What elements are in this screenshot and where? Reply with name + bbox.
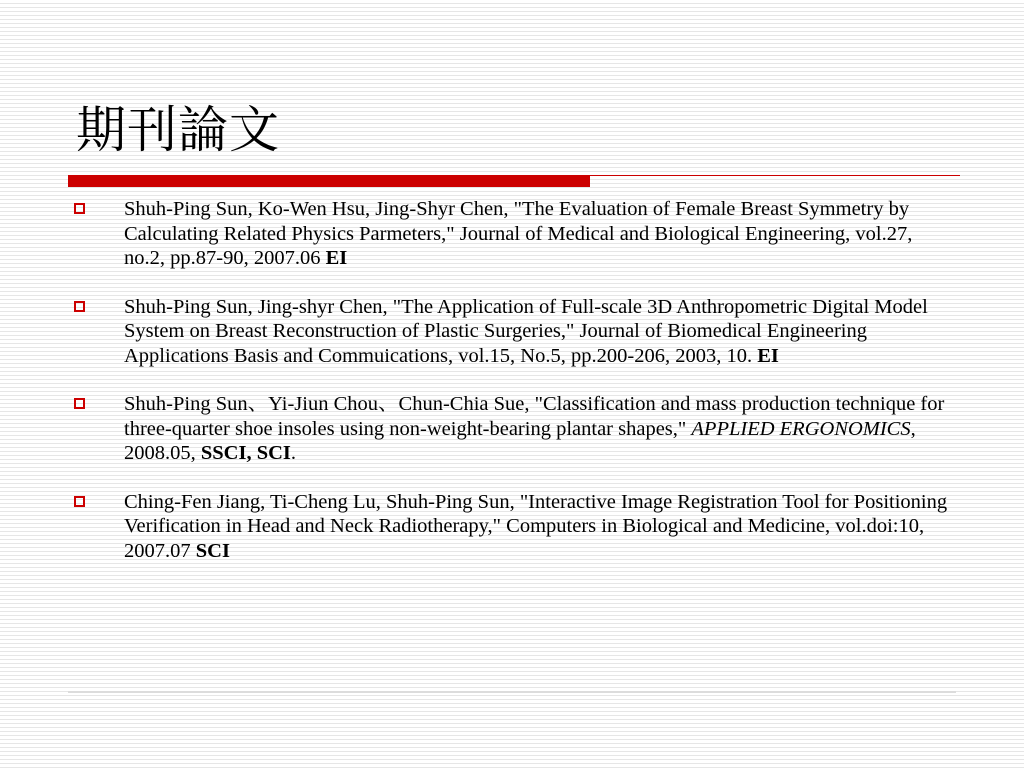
hollow-square-icon <box>74 301 85 312</box>
reference-text: Shuh-Ping Sun, Jing-shyr Chen, "The Application of Full-scale 3D Anthropometric Digital Model System on Breast Reconstruction of Plastic Surgeries," Journal of Biomedical Engineering Applications Basis and Commuications, vol.15, No.5, pp.200-206, 2003, 10. <box>124 295 928 367</box>
title-divider <box>68 175 960 187</box>
list-item <box>74 295 954 369</box>
reference-list <box>74 197 954 587</box>
hollow-square-icon <box>74 398 85 409</box>
index-label: SCI <box>195 539 230 562</box>
list-item <box>74 392 954 466</box>
list-item <box>74 490 954 564</box>
footer-divider <box>68 691 956 693</box>
title-divider-thick <box>68 175 590 187</box>
journal-name: APPLIED ERGONOMICS <box>691 417 911 440</box>
index-label: EI <box>325 247 348 269</box>
reference-text: Shuh-Ping Sun, Ko-Wen Hsu, Jing-Shyr Chen, "The Evaluation of Female Breast Symmetry by Calculating Related Physics Parmeters," Journal of Medical and Biological Engineering, vol.27, no.2, pp.87-90, 2007.06 <box>124 198 913 269</box>
reference-text: Ching-Fen Jiang, Ti-Cheng Lu, Shuh-Ping Sun, "Interactive Image Registration Tool for Positioning Verification in Head and Neck Radiotherapy," Computers in Biological and Medicine, vol.doi:10, 2007.07 <box>124 490 948 562</box>
index-label: SSCI, SCI <box>200 442 291 464</box>
title-divider-thin <box>590 175 960 176</box>
hollow-square-icon <box>74 203 85 214</box>
reference-text: , 2008.05, <box>124 417 916 464</box>
reference-text: . <box>290 442 297 464</box>
list-item <box>74 197 954 271</box>
index-label: EI <box>757 344 779 367</box>
hollow-square-icon <box>74 496 85 507</box>
slide-title: 期刊論文 <box>76 101 280 159</box>
reference-text: Shuh-Ping Sun、Yi-Jiun Chou、Chun-Chia Sue, "Classification and mass production technique for three-quarter shoe insoles using non-weight-bearing plantar shapes," <box>124 393 945 440</box>
